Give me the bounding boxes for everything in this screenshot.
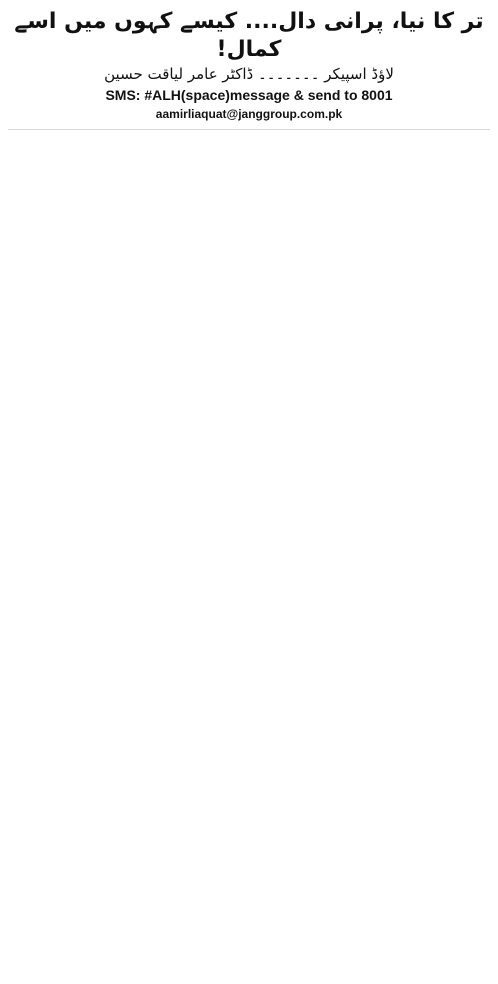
column-headline: تر کا نیا، پرانی دال.... کیسے کہوں میں اسے کمال! <box>14 9 484 62</box>
sms-contact-line: SMS: #ALH(space)message & send to 8001 <box>105 87 393 103</box>
column-header <box>8 8 490 121</box>
header-divider <box>8 129 490 130</box>
column-byline: لاؤڈ اسپیکر ۔۔۔۔۔۔۔ ڈاکٹر عامر لیاقت حسین <box>104 65 394 83</box>
email-address: aamirliaquat@janggroup.com.pk <box>155 106 343 121</box>
